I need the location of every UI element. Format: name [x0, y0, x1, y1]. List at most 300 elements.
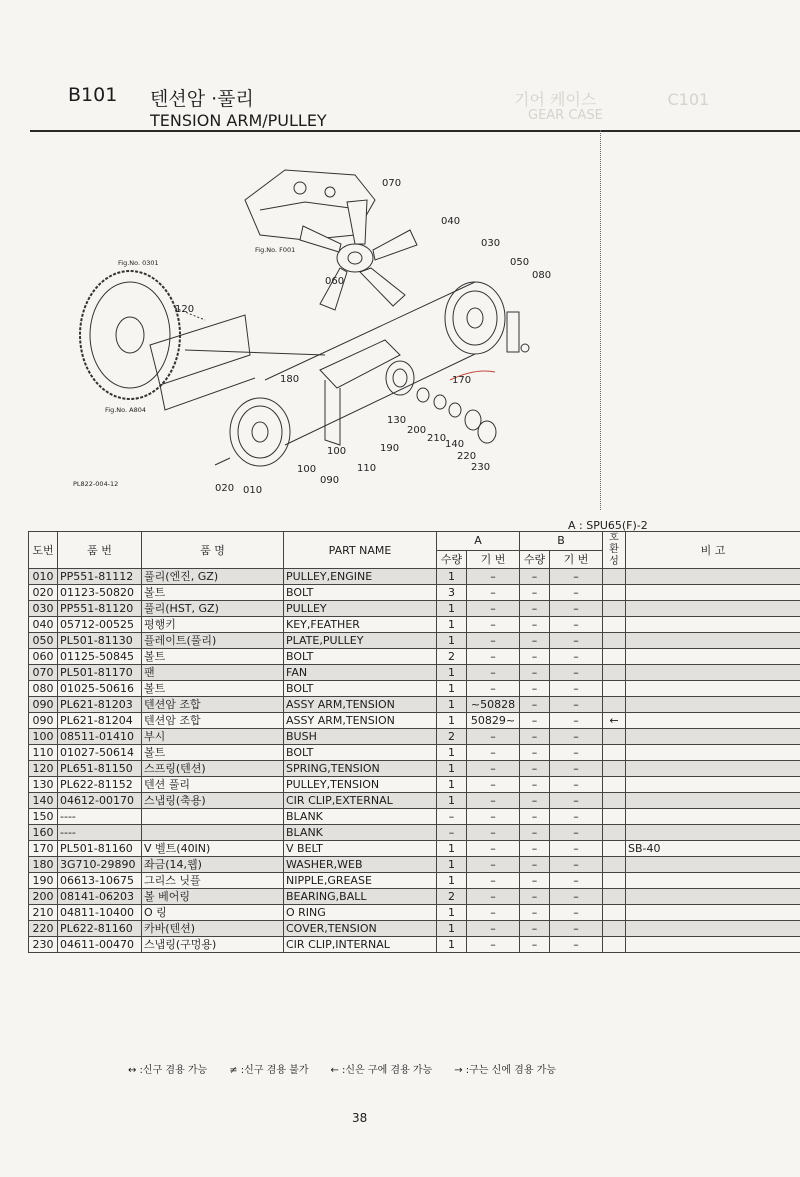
row-basic-b: – — [550, 649, 603, 665]
row-compat — [603, 601, 626, 617]
row-qty-a: 1 — [437, 921, 467, 937]
row-part-no: PL501-81170 — [58, 665, 142, 681]
row-part-no: 3G710-29890 — [58, 857, 142, 873]
table-row — [29, 649, 800, 665]
row-qty-a: 1 — [437, 713, 467, 729]
diagram-code: PL822-004-12 — [73, 480, 119, 488]
row-qty-a: 1 — [437, 617, 467, 633]
row-basic-b: – — [550, 825, 603, 841]
row-compat — [603, 889, 626, 905]
row-basic-a: – — [467, 889, 520, 905]
table-row — [29, 841, 800, 857]
row-no: 020 — [29, 585, 58, 601]
row-remark — [626, 681, 800, 697]
row-qty-a: 1 — [437, 793, 467, 809]
row-basic-a: – — [467, 681, 520, 697]
callout: 100 — [297, 464, 317, 475]
row-qty-b: – — [520, 617, 550, 633]
row-part-no: PP551-81120 — [58, 601, 142, 617]
row-basic-b: – — [550, 937, 603, 953]
row-part-no: 04811-10400 — [58, 905, 142, 921]
row-compat — [603, 617, 626, 633]
callout: 210 — [427, 433, 447, 444]
table-row — [29, 873, 800, 889]
row-remark — [626, 921, 800, 937]
table-row — [29, 585, 800, 601]
row-basic-b: – — [550, 665, 603, 681]
callout: 040 — [441, 216, 461, 227]
header-part-no: 품 번 — [58, 532, 142, 569]
row-compat — [603, 697, 626, 713]
row-qty-a: 1 — [437, 745, 467, 761]
table-row — [29, 601, 800, 617]
row-name-ko: 텐션 풀리 — [142, 777, 284, 793]
row-no: 220 — [29, 921, 58, 937]
table-row — [29, 713, 800, 729]
row-name-ko: 풀리(HST, GZ) — [142, 601, 284, 617]
row-no: 050 — [29, 633, 58, 649]
row-basic-a: – — [467, 585, 520, 601]
row-remark — [626, 905, 800, 921]
row-basic-a: – — [467, 633, 520, 649]
row-name-ko: 볼트 — [142, 745, 284, 761]
row-compat — [603, 793, 626, 809]
table-row — [29, 921, 800, 937]
ring-gear-illustration — [80, 271, 255, 410]
table-row — [29, 809, 800, 825]
row-name-ko — [142, 809, 284, 825]
row-name-ko: 텐션암 조합 — [142, 697, 284, 713]
row-qty-a: 1 — [437, 937, 467, 953]
row-basic-b: – — [550, 809, 603, 825]
callout: 230 — [471, 462, 491, 473]
header-basic-a: 기 번 — [467, 550, 520, 569]
row-part-no: PP551-81112 — [58, 569, 142, 585]
row-basic-b: – — [550, 697, 603, 713]
row-name-ko: V 벨트(40IN) — [142, 841, 284, 857]
row-part-no: PL501-81130 — [58, 633, 142, 649]
row-qty-a: 1 — [437, 841, 467, 857]
row-part-name: ASSY ARM,TENSION — [284, 713, 437, 729]
row-name-ko: 볼 베어링 — [142, 889, 284, 905]
parts-table — [28, 531, 800, 953]
row-qty-a: 1 — [437, 777, 467, 793]
row-qty-b: – — [520, 777, 550, 793]
row-qty-b: – — [520, 585, 550, 601]
row-qty-a: 3 — [437, 585, 467, 601]
callout: 170 — [452, 375, 472, 386]
row-compat — [603, 649, 626, 665]
row-part-name: PULLEY,TENSION — [284, 777, 437, 793]
callout: 190 — [380, 443, 400, 454]
row-qty-b: – — [520, 825, 550, 841]
table-row — [29, 681, 800, 697]
legend-item: ← :신은 구에 겸용 가능 — [330, 1065, 433, 1076]
row-qty-b: – — [520, 745, 550, 761]
row-qty-a: – — [437, 825, 467, 841]
row-basic-b: – — [550, 873, 603, 889]
dotted-divider — [600, 130, 601, 510]
callout: 070 — [382, 178, 402, 189]
row-compat — [603, 665, 626, 681]
row-qty-b: – — [520, 889, 550, 905]
row-basic-a: – — [467, 937, 520, 953]
row-compat — [603, 921, 626, 937]
row-basic-a: – — [467, 569, 520, 585]
row-remark — [626, 601, 800, 617]
row-remark — [626, 825, 800, 841]
row-basic-a: – — [467, 761, 520, 777]
row-no: 070 — [29, 665, 58, 681]
fan-illustration — [300, 200, 417, 310]
row-qty-a: 1 — [437, 601, 467, 617]
row-compat — [603, 857, 626, 873]
row-part-name: FAN — [284, 665, 437, 681]
section-code: B101 — [68, 84, 118, 106]
table-row — [29, 697, 800, 713]
row-basic-b: – — [550, 569, 603, 585]
row-qty-b: – — [520, 937, 550, 953]
row-compat — [603, 841, 626, 857]
row-basic-a: – — [467, 729, 520, 745]
row-remark — [626, 713, 800, 729]
row-compat — [603, 569, 626, 585]
row-part-no: 08511-01410 — [58, 729, 142, 745]
row-no: 230 — [29, 937, 58, 953]
row-part-name: BOLT — [284, 649, 437, 665]
header-remarks: 비 고 — [626, 532, 800, 569]
page-title-english: TENSION ARM/PULLEY — [150, 111, 327, 130]
callout: 100 — [327, 446, 347, 457]
table-row — [29, 937, 800, 953]
row-basic-a: – — [467, 841, 520, 857]
row-remark — [626, 873, 800, 889]
row-qty-a: 1 — [437, 665, 467, 681]
row-part-no: 01125-50845 — [58, 649, 142, 665]
row-part-name: BOLT — [284, 585, 437, 601]
row-qty-b: – — [520, 905, 550, 921]
row-no: 010 — [29, 569, 58, 585]
row-qty-a: 1 — [437, 905, 467, 921]
row-remark — [626, 777, 800, 793]
row-basic-a: – — [467, 601, 520, 617]
table-row — [29, 633, 800, 649]
row-qty-b: – — [520, 569, 550, 585]
row-remark — [626, 697, 800, 713]
table-row — [29, 729, 800, 745]
fig-ref-0301: Fig.No. 0301 — [118, 259, 159, 267]
row-part-no: PL622-81152 — [58, 777, 142, 793]
legend-item: ≠ :신구 겸용 불가 — [229, 1065, 309, 1076]
row-part-no: 08141-06203 — [58, 889, 142, 905]
exploded-diagram — [55, 140, 600, 510]
row-part-no: 04612-00170 — [58, 793, 142, 809]
header-compat: 호 환 성 — [603, 532, 626, 569]
row-part-name: PLATE,PULLEY — [284, 633, 437, 649]
callout: 080 — [532, 270, 552, 281]
row-basic-a: – — [467, 857, 520, 873]
header-group-b: B — [520, 532, 603, 551]
row-basic-a: – — [467, 649, 520, 665]
table-row — [29, 857, 800, 873]
row-no: 120 — [29, 761, 58, 777]
table-row — [29, 569, 800, 585]
table-row — [29, 777, 800, 793]
row-compat — [603, 761, 626, 777]
row-basic-b: – — [550, 777, 603, 793]
row-name-ko — [142, 825, 284, 841]
header-rule — [30, 130, 800, 132]
row-part-name: BOLT — [284, 681, 437, 697]
row-name-ko: O 링 — [142, 905, 284, 921]
row-qty-b: – — [520, 681, 550, 697]
row-qty-b: – — [520, 665, 550, 681]
row-no: 190 — [29, 873, 58, 889]
row-no: 090 — [29, 697, 58, 713]
row-no: 040 — [29, 617, 58, 633]
row-part-no: PL621-81203 — [58, 697, 142, 713]
row-qty-b: – — [520, 857, 550, 873]
compatibility-legend — [128, 1061, 556, 1076]
row-qty-a: 2 — [437, 889, 467, 905]
row-remark — [626, 665, 800, 681]
legend-item: ↔ :신구 겸용 가능 — [128, 1065, 208, 1076]
row-name-ko: 플레이트(풀리) — [142, 633, 284, 649]
callout: 010 — [243, 485, 263, 496]
row-no: 150 — [29, 809, 58, 825]
row-name-ko: 텐션암 조합 — [142, 713, 284, 729]
row-compat — [603, 809, 626, 825]
row-name-ko: 스냅링(구멍용) — [142, 937, 284, 953]
table-row — [29, 665, 800, 681]
row-part-name: KEY,FEATHER — [284, 617, 437, 633]
row-basic-b: – — [550, 857, 603, 873]
row-compat — [603, 585, 626, 601]
row-no: 200 — [29, 889, 58, 905]
header-qty-b: 수량 — [520, 550, 550, 569]
row-part-no: 01025-50616 — [58, 681, 142, 697]
row-compat — [603, 745, 626, 761]
callout: 050 — [510, 257, 530, 268]
row-qty-a: 1 — [437, 761, 467, 777]
row-name-ko: 팬 — [142, 665, 284, 681]
parts-table-body — [29, 569, 800, 953]
row-part-no: 06613-10675 — [58, 873, 142, 889]
callout: 090 — [320, 475, 340, 486]
legend-item: → :구는 신에 겸용 가능 — [454, 1065, 556, 1076]
row-name-ko: 볼트 — [142, 649, 284, 665]
row-no: 090 — [29, 713, 58, 729]
callout: 140 — [445, 439, 465, 450]
callout: 030 — [481, 238, 501, 249]
row-part-no: PL621-81204 — [58, 713, 142, 729]
row-part-no: 01123-50820 — [58, 585, 142, 601]
header-qty-a: 수량 — [437, 550, 467, 569]
row-name-ko: 스프링(텐션) — [142, 761, 284, 777]
row-compat — [603, 873, 626, 889]
row-remark — [626, 633, 800, 649]
row-part-no: 05712-00525 — [58, 617, 142, 633]
row-no: 060 — [29, 649, 58, 665]
row-part-no: ---- — [58, 809, 142, 825]
table-row — [29, 745, 800, 761]
fig-ref-f001: Fig.No. F001 — [255, 246, 296, 254]
row-remark — [626, 809, 800, 825]
page-title-korean: 텐션암 ·풀리 — [150, 88, 254, 110]
row-remark — [626, 585, 800, 601]
row-qty-a: 1 — [437, 697, 467, 713]
row-part-name: NIPPLE,GREASE — [284, 873, 437, 889]
row-basic-b: – — [550, 761, 603, 777]
row-basic-b: – — [550, 729, 603, 745]
row-part-name: COVER,TENSION — [284, 921, 437, 937]
row-basic-a: – — [467, 809, 520, 825]
row-remark — [626, 745, 800, 761]
page-number: 38 — [352, 1111, 368, 1125]
row-no: 170 — [29, 841, 58, 857]
fig-ref-a804: Fig.No. A804 — [105, 406, 146, 414]
row-no: 080 — [29, 681, 58, 697]
row-basic-b: – — [550, 713, 603, 729]
row-part-name: O RING — [284, 905, 437, 921]
row-compat — [603, 777, 626, 793]
row-qty-b: – — [520, 729, 550, 745]
table-row — [29, 825, 800, 841]
header-part-name: PART NAME — [284, 532, 437, 569]
table-header-row — [29, 532, 800, 551]
row-compat: ← — [603, 713, 626, 729]
row-qty-b: – — [520, 873, 550, 889]
row-part-name: BUSH — [284, 729, 437, 745]
row-basic-a: ~50828 — [467, 697, 520, 713]
row-basic-a: 50829~ — [467, 713, 520, 729]
row-qty-a: 1 — [437, 857, 467, 873]
row-qty-a: 1 — [437, 873, 467, 889]
row-qty-a: 2 — [437, 649, 467, 665]
row-name-ko: 풀리(엔진, GZ) — [142, 569, 284, 585]
row-remark — [626, 569, 800, 585]
row-part-no: PL651-81150 — [58, 761, 142, 777]
row-basic-b: – — [550, 617, 603, 633]
row-basic-b: – — [550, 681, 603, 697]
row-qty-b: – — [520, 921, 550, 937]
callout: 220 — [457, 451, 477, 462]
bleed-through-title: GEAR CASE — [528, 108, 603, 123]
row-no: 160 — [29, 825, 58, 841]
row-basic-b: – — [550, 633, 603, 649]
row-name-ko: 그리스 닛플 — [142, 873, 284, 889]
row-compat — [603, 905, 626, 921]
row-qty-b: – — [520, 649, 550, 665]
row-qty-b: – — [520, 841, 550, 857]
callout: 060 — [325, 276, 345, 287]
row-remark — [626, 761, 800, 777]
row-basic-a: – — [467, 905, 520, 921]
row-remark — [626, 889, 800, 905]
row-basic-b: – — [550, 905, 603, 921]
row-qty-b: – — [520, 809, 550, 825]
row-compat — [603, 825, 626, 841]
header-name-ko: 품 명 — [142, 532, 284, 569]
row-part-name: ASSY ARM,TENSION — [284, 697, 437, 713]
row-name-ko: 평행키 — [142, 617, 284, 633]
row-part-name: PULLEY,ENGINE — [284, 569, 437, 585]
row-remark — [626, 617, 800, 633]
row-part-name: BEARING,BALL — [284, 889, 437, 905]
callout: 110 — [357, 463, 377, 474]
row-basic-b: – — [550, 745, 603, 761]
row-name-ko: 카바(텐션) — [142, 921, 284, 937]
model-designation: A : SPU65(F)-2 — [568, 519, 648, 532]
row-part-name: SPRING,TENSION — [284, 761, 437, 777]
row-part-name: V BELT — [284, 841, 437, 857]
row-compat — [603, 681, 626, 697]
row-part-no: PL501-81160 — [58, 841, 142, 857]
row-qty-b: – — [520, 713, 550, 729]
callout: 200 — [407, 425, 427, 436]
row-no: 180 — [29, 857, 58, 873]
row-no: 140 — [29, 793, 58, 809]
row-part-name: CIR CLIP,EXTERNAL — [284, 793, 437, 809]
row-part-name: BOLT — [284, 745, 437, 761]
row-compat — [603, 729, 626, 745]
row-part-name: BLANK — [284, 825, 437, 841]
row-qty-b: – — [520, 793, 550, 809]
row-part-name: PULLEY — [284, 601, 437, 617]
row-basic-a: – — [467, 617, 520, 633]
row-qty-a: 2 — [437, 729, 467, 745]
row-qty-a: 1 — [437, 569, 467, 585]
row-part-name: CIR CLIP,INTERNAL — [284, 937, 437, 953]
row-basic-a: – — [467, 745, 520, 761]
callout: 130 — [387, 415, 407, 426]
row-name-ko: 볼트 — [142, 681, 284, 697]
header-no: 도번 — [29, 532, 58, 569]
table-row — [29, 761, 800, 777]
row-no: 110 — [29, 745, 58, 761]
row-part-no: 01027-50614 — [58, 745, 142, 761]
row-basic-a: – — [467, 777, 520, 793]
row-qty-a: 1 — [437, 633, 467, 649]
row-basic-b: – — [550, 921, 603, 937]
row-qty-b: – — [520, 633, 550, 649]
header-basic-b: 기 번 — [550, 550, 603, 569]
table-row — [29, 889, 800, 905]
row-basic-b: – — [550, 601, 603, 617]
row-name-ko: 볼트 — [142, 585, 284, 601]
row-qty-b: – — [520, 697, 550, 713]
row-qty-a: 1 — [437, 681, 467, 697]
row-compat — [603, 633, 626, 649]
table-row — [29, 793, 800, 809]
row-remark — [626, 937, 800, 953]
row-basic-a: – — [467, 921, 520, 937]
row-part-name: BLANK — [284, 809, 437, 825]
row-basic-a: – — [467, 873, 520, 889]
table-row — [29, 617, 800, 633]
row-basic-a: – — [467, 665, 520, 681]
callout: 020 — [215, 483, 235, 494]
row-basic-b: – — [550, 841, 603, 857]
row-remark: SB-40 — [626, 841, 800, 857]
callout: 180 — [280, 374, 300, 385]
row-basic-b: – — [550, 793, 603, 809]
row-part-no: PL622-81160 — [58, 921, 142, 937]
row-basic-a: – — [467, 825, 520, 841]
row-remark — [626, 793, 800, 809]
row-remark — [626, 729, 800, 745]
row-compat — [603, 937, 626, 953]
